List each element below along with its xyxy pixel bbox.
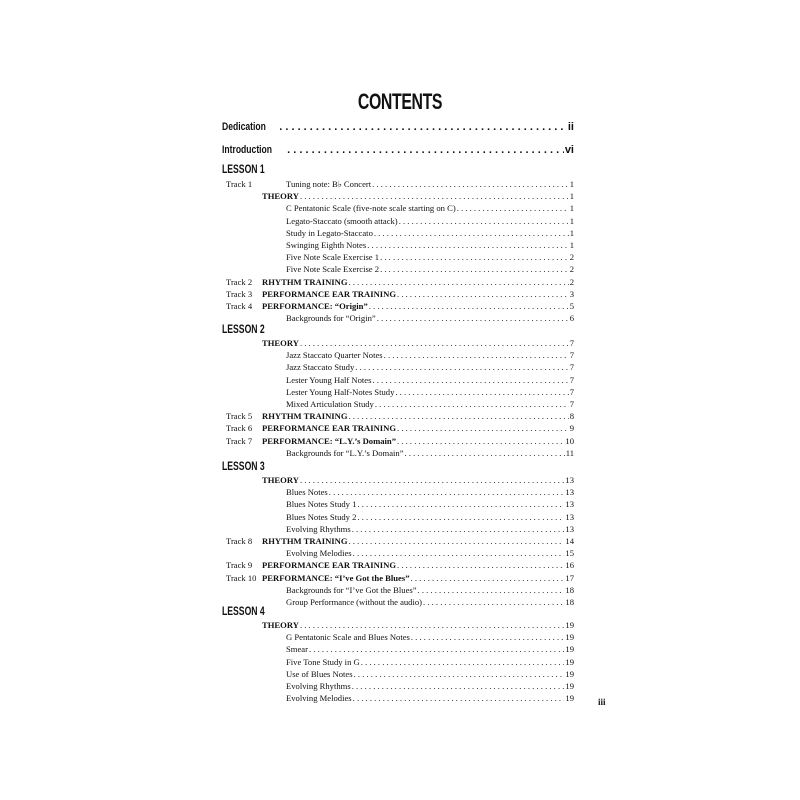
toc-entry[interactable] [286,584,574,596]
entry-title: Blues Notes Study 1 [286,499,357,509]
entry-page: 19 [565,681,574,691]
dot-leader [457,202,569,214]
toc-row [0,692,800,704]
entry-title: Backgrounds for “Origin” [286,313,376,323]
toc-row [0,337,800,349]
dot-leader [329,486,565,498]
track-number: Track 9 [226,560,253,570]
toc-entry[interactable] [286,656,574,668]
entry-title: Five Tone Study in G [286,657,360,667]
dot-leader [372,374,568,386]
entry-title: Evolving Melodies [286,693,352,703]
toc-entry[interactable] [262,276,574,288]
dot-leader [395,386,568,398]
toc-entry[interactable] [262,410,574,422]
entry-page: 1 [569,240,574,250]
toc-entry[interactable] [262,300,574,312]
entry-page: 7 [569,387,574,397]
entry-page: 13 [565,524,574,534]
entry-title: Introduction [222,144,273,156]
toc-row [0,144,800,156]
entry-title: RHYTHM TRAINING [262,411,348,421]
toc-row [0,559,800,571]
toc-row [0,680,800,692]
track-number: Track 3 [226,289,253,299]
toc-entry[interactable] [262,190,574,202]
toc-entry[interactable] [286,386,574,398]
entry-page: 13 [565,512,574,522]
dot-leader [287,144,564,156]
toc-row [0,288,800,300]
entry-page: 13 [565,475,574,485]
lesson-heading: LESSON 2 [222,322,265,336]
track-number: Track 5 [226,411,253,421]
track-number: Track 10 [226,573,257,583]
entry-page: 7 [569,338,574,348]
entry-page: 18 [565,585,574,595]
entry-page: 10 [565,436,574,446]
entry-title: Mixed Articulation Study [286,399,374,409]
dot-leader [384,349,569,361]
entry-page: 13 [565,499,574,509]
toc-entry[interactable] [262,559,574,571]
toc-entry[interactable] [286,643,574,655]
toc-entry[interactable] [286,215,574,227]
toc-row [0,631,800,643]
dot-leader [397,559,564,571]
toc-entry[interactable] [262,535,574,547]
entry-page: 1 [569,228,574,238]
dot-leader [397,435,564,447]
entry-title: Backgrounds for “I’ve Got the Blues” [286,585,417,595]
toc-entry[interactable] [262,619,574,631]
entry-page: 19 [565,632,574,642]
entry-title: Blues Notes Study 2 [286,512,357,522]
toc-entry[interactable] [262,337,574,349]
entry-page: 6 [569,313,574,323]
entry-title: Lester Young Half Notes [286,375,372,385]
toc-entry[interactable] [286,263,574,275]
dot-leader [380,263,569,275]
entry-page: 1 [569,216,574,226]
entry-page: 5 [569,301,574,311]
toc-row [0,584,800,596]
entry-title: PERFORMANCE EAR TRAINING [262,423,397,433]
toc-entry[interactable] [262,572,574,584]
toc-row [0,668,800,680]
dot-leader [377,312,569,324]
toc-row [0,643,800,655]
entry-page: 19 [565,644,574,654]
entry-title: Legato-Staccato (smooth attack) [286,216,398,226]
toc-row [0,121,800,133]
toc-row [0,361,800,373]
dot-leader [357,498,564,510]
entry-title: Use of Blues Notes [286,669,353,679]
entry-title: G Pentatonic Scale and Blues Notes [286,632,410,642]
entry-title: THEORY [262,191,299,201]
entry-page: 15 [565,548,574,558]
dot-leader [357,511,564,523]
entry-title: THEORY [262,338,299,348]
dot-leader [405,447,565,459]
toc-row [0,386,800,398]
toc-entry[interactable] [222,144,574,156]
entry-page: 17 [565,573,574,583]
dot-leader [353,547,565,559]
dot-leader [300,619,564,631]
page-number: iii [598,697,606,707]
entry-page: 1 [569,179,574,189]
entry-page: 11 [565,448,574,458]
toc-entry[interactable] [286,547,574,559]
entry-title: Dedication [222,121,266,133]
toc-row [0,312,800,324]
toc-entry[interactable] [286,692,574,704]
dot-leader [375,398,569,410]
dot-leader [354,668,565,680]
dot-leader [361,656,565,668]
entry-page: 7 [569,350,574,360]
dot-leader [397,288,569,300]
toc-row [0,486,800,498]
entry-page: 2 [569,252,574,262]
dot-leader [374,227,569,239]
toc-entry[interactable] [286,312,574,324]
entry-page: 7 [569,399,574,409]
entry-title: PERFORMANCE: “L.Y.’s Domain” [262,436,396,446]
toc-entry[interactable] [286,596,574,608]
dot-leader [372,178,569,190]
entry-page: ii [567,121,574,133]
entry-title: THEORY [262,475,299,485]
entry-page: 9 [569,423,574,433]
toc-row [0,215,800,227]
entry-page: 8 [569,411,574,421]
entry-page: 19 [565,620,574,630]
dot-leader [349,535,565,547]
toc-entry[interactable] [262,422,574,434]
toc-entry[interactable] [286,498,574,510]
dot-leader [418,584,565,596]
entry-title: Evolving Rhythms [286,524,351,534]
toc-row [0,498,800,510]
toc-entry[interactable] [222,121,574,133]
entry-title: Five Note Scale Exercise 1 [286,252,380,262]
toc-entry[interactable] [286,227,574,239]
entry-title: Jazz Staccato Quarter Notes [286,350,383,360]
toc-row [0,410,800,422]
toc-entry[interactable] [286,486,574,498]
toc-entry[interactable] [286,511,574,523]
entry-title: PERFORMANCE EAR TRAINING [262,289,397,299]
dot-leader [380,251,569,263]
toc-row [0,547,800,559]
toc-row [0,656,800,668]
entry-page: 19 [565,657,574,667]
entry-title: Smear [286,644,308,654]
track-number: Track 6 [226,423,253,433]
dot-leader [369,300,569,312]
dot-leader [411,572,565,584]
entry-page: 13 [565,487,574,497]
entry-title: Swinging Eighth Notes [286,240,367,250]
toc-row [0,447,800,459]
entry-page: 7 [569,375,574,385]
toc-entry[interactable] [286,361,574,373]
toc-row [0,596,800,608]
track-number: Track 1 [226,179,253,189]
entry-title: Tuning note: B♭ Concert [286,179,372,189]
entry-title: Lester Young Half-Notes Study [286,387,395,397]
dot-leader [349,410,569,422]
toc-entry[interactable] [286,523,574,535]
entry-title: Evolving Melodies [286,548,352,558]
dot-leader [349,276,569,288]
toc-entry[interactable] [286,202,574,214]
toc-row [0,523,800,535]
entry-title: Jazz Staccato Study [286,362,355,372]
entry-page: 19 [565,693,574,703]
toc-row [0,227,800,239]
toc-row [0,398,800,410]
toc-row [0,422,800,434]
dot-leader [367,239,568,251]
dot-leader [411,631,565,643]
toc-row [0,263,800,275]
entry-page: 16 [565,560,574,570]
dot-leader [397,422,569,434]
entry-page: 19 [565,669,574,679]
entry-title: PERFORMANCE EAR TRAINING [262,560,397,570]
toc-row [0,202,800,214]
toc-row [0,511,800,523]
toc-row [0,619,800,631]
toc-row [0,239,800,251]
toc-row [0,190,800,202]
toc-row [0,374,800,386]
entry-title: PERFORMANCE: “I’ve Got the Blues” [262,573,410,583]
toc-entry[interactable] [286,447,574,459]
toc-row [0,178,800,190]
dot-leader [300,337,569,349]
toc-row [0,276,800,288]
dot-leader [353,692,565,704]
lesson-heading: LESSON 3 [222,459,265,473]
entry-title: Backgrounds for “L.Y.’s Domain” [286,448,404,458]
toc-entry[interactable] [286,251,574,263]
dot-leader [355,361,568,373]
lesson-heading: LESSON 4 [222,604,265,618]
entry-page: 18 [565,597,574,607]
lesson-heading: LESSON 1 [222,162,265,176]
toc-entry[interactable] [286,349,574,361]
entry-title: C Pentatonic Scale (five-note scale starting on C) [286,203,456,213]
toc-entry[interactable] [286,631,574,643]
toc-row [0,535,800,547]
toc-entry[interactable] [262,435,574,447]
toc-row [0,349,800,361]
toc-row [0,474,800,486]
toc-entry[interactable] [286,398,574,410]
dot-leader [352,523,565,535]
entry-page: 7 [569,362,574,372]
toc-row [0,572,800,584]
entry-page: 14 [565,536,574,546]
page-title: CONTENTS [357,89,443,114]
entry-page: 1 [569,191,574,201]
dot-leader [300,190,569,202]
toc-row [0,251,800,263]
entry-title: RHYTHM TRAINING [262,536,348,546]
toc-row [0,435,800,447]
track-number: Track 2 [226,277,253,287]
entry-title: Evolving Rhythms [286,681,351,691]
entry-title: PERFORMANCE: “Origin” [262,301,368,311]
entry-title: RHYTHM TRAINING [262,277,348,287]
entry-page: 2 [569,264,574,274]
entry-page: 2 [569,277,574,287]
dot-leader [279,121,567,133]
entry-page: vi [564,144,574,156]
track-number: Track 8 [226,536,253,546]
toc-entry[interactable] [286,668,574,680]
entry-page: 1 [569,203,574,213]
dot-leader [423,596,564,608]
dot-leader [399,215,569,227]
toc-entry[interactable] [286,374,574,386]
dot-leader [309,643,564,655]
entry-title: Study in Legato-Staccato [286,228,373,238]
entry-title: THEORY [262,620,299,630]
entry-page: 3 [569,289,574,299]
toc-entry[interactable] [262,288,574,300]
toc-entry[interactable] [286,239,574,251]
toc-row [0,300,800,312]
entry-title: Blues Notes [286,487,328,497]
dot-leader [300,474,564,486]
entry-title: Group Performance (without the audio) [286,597,423,607]
toc-entry[interactable] [286,680,574,692]
dot-leader [352,680,565,692]
entry-title: Five Note Scale Exercise 2 [286,264,380,274]
track-number: Track 7 [226,436,253,446]
toc-entry[interactable] [262,474,574,486]
track-number: Track 4 [226,301,253,311]
toc-entry[interactable] [286,178,574,190]
